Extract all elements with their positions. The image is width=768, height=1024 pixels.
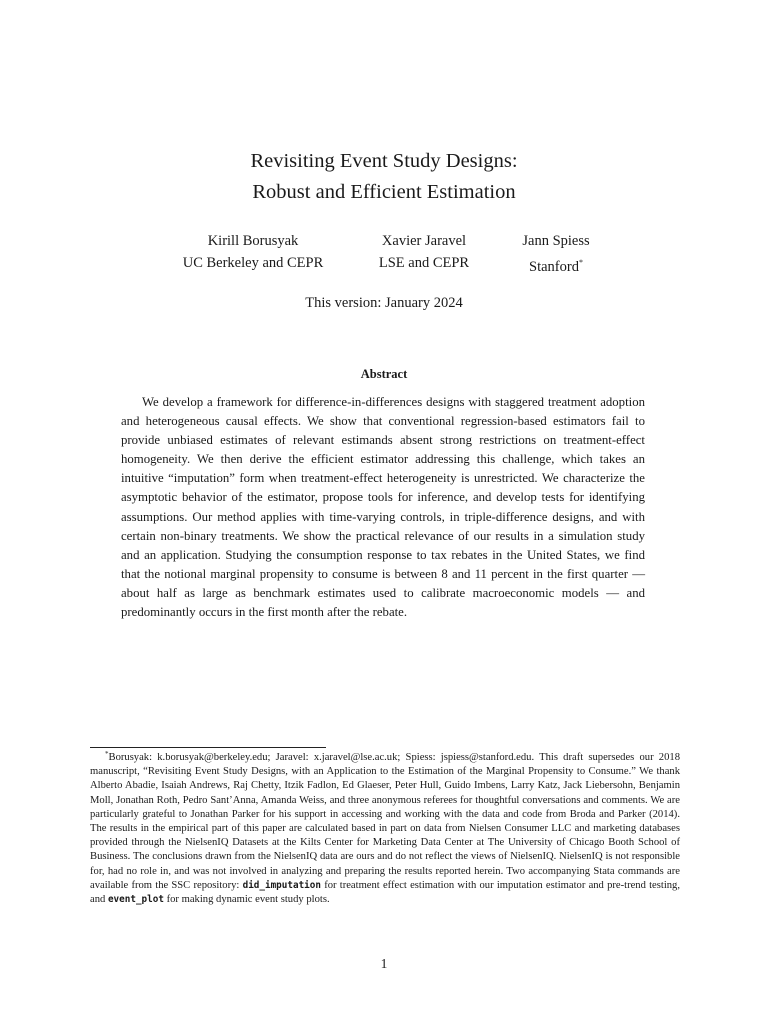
- author-affiliation: UC Berkeley and CEPR: [182, 255, 324, 271]
- affiliation-text: Stanford: [529, 258, 579, 275]
- footnote-divider: [90, 747, 326, 748]
- footnote: [90, 751, 680, 907]
- author-name: Kirill Borusyak: [207, 233, 299, 249]
- title-line-2: Robust and Efficient Estimation: [252, 181, 516, 203]
- author-block-borusyak: [163, 230, 343, 274]
- footnote-marker: *: [105, 750, 109, 758]
- author-affiliation: LSE and CEPR: [378, 255, 470, 271]
- footnote-text-2: for treatment effect estimation with our imputation estimator and pre-trend testing, and: [90, 879, 681, 906]
- author-block-spiess: [466, 230, 646, 278]
- code-did-imputation: did_imputation: [242, 879, 321, 891]
- footnote-text-3: for making dynamic event study plots.: [166, 894, 330, 906]
- version-date: This version: January 2024: [305, 295, 463, 311]
- page-number: 1: [380, 956, 388, 971]
- title-line-1: Revisiting Event Study Designs:: [250, 150, 518, 172]
- footnote-text-1: Borusyak: k.borusyak@berkeley.edu; Jaravel: x.jaravel@lse.ac.uk; Spiess: jspiess@stanford.edu. This draft supersedes our 2018 manuscript, “Revisiting Event Study Designs, with an Application to the Estimation of the Marginal Propensity to Consume.” We thank Alberto Abadie, Isaiah Andrews, Raj Chetty, Itzik Fadlon, Ed Glaeser, Peter Hull, Guido Imbens, Larry Katz, Jack Liebersohn, Benjamin Moll, Jonathan Roth, Pedro Sant’Anna, Amanda Weiss, and three anonymous referees for thoughtful conversations and comments. We are particularly grateful to Jonathan Parker for his support in accessing and working with the data and code from Broda and Parker (2014). The results in the empirical part of this paper are calculated based in part on data from Nielsen Consumer LLC and marketing databases provided through the NielsenIQ Datasets at the Kilts Center for Marketing Data Center at The University of Chicago Booth School of Business. The conclusions drawn from the NielsenIQ data are ours and do not reflect the views of NielsenIQ. NielsenIQ is not responsible for, had no role in, and was not involved in analyzing and preparing the results reported herein. Two accompanying Stata commands are available from the SSC repository:: [90, 752, 680, 891]
- abstract-text: We develop a framework for difference-in-differences designs with staggered treatment adoption and heterogeneous causal effects. We show that conventional regression-based estimators fail to provide unbiased estimates of relevant estimands absent strong restrictions on treatment-effect homogeneity. We then derive the efficient estimator addressing this challenge, which takes an intuitive “imputation” form when treatment-effect heterogeneity is unrestricted. We characterize the asymptotic behavior of the estimator, propose tools for inference, and develop tests for identifying assumptions. Our method applies with time-varying controls, in triple-difference designs, and with certain non-binary treatments. We show the practical relevance of our results in a simulation study and an application. Studying the consumption response to tax rebates in the United States, we find that the notional marginal propensity to consume is between 8 and 11 percent in the first quarter — about half as large as benchmark estimates used to calibrate macroeconomic models — and predominantly occurs in the first month after the rebate.: [121, 395, 645, 620]
- abstract-heading: Abstract: [360, 367, 408, 381]
- code-event-plot: event_plot: [107, 894, 164, 906]
- paper-title: [0, 146, 768, 208]
- author-name: Jann Spiess: [522, 233, 590, 249]
- author-name: Xavier Jaravel: [381, 233, 467, 249]
- author-affiliation: [466, 252, 646, 278]
- footnote-marker: *: [578, 258, 583, 267]
